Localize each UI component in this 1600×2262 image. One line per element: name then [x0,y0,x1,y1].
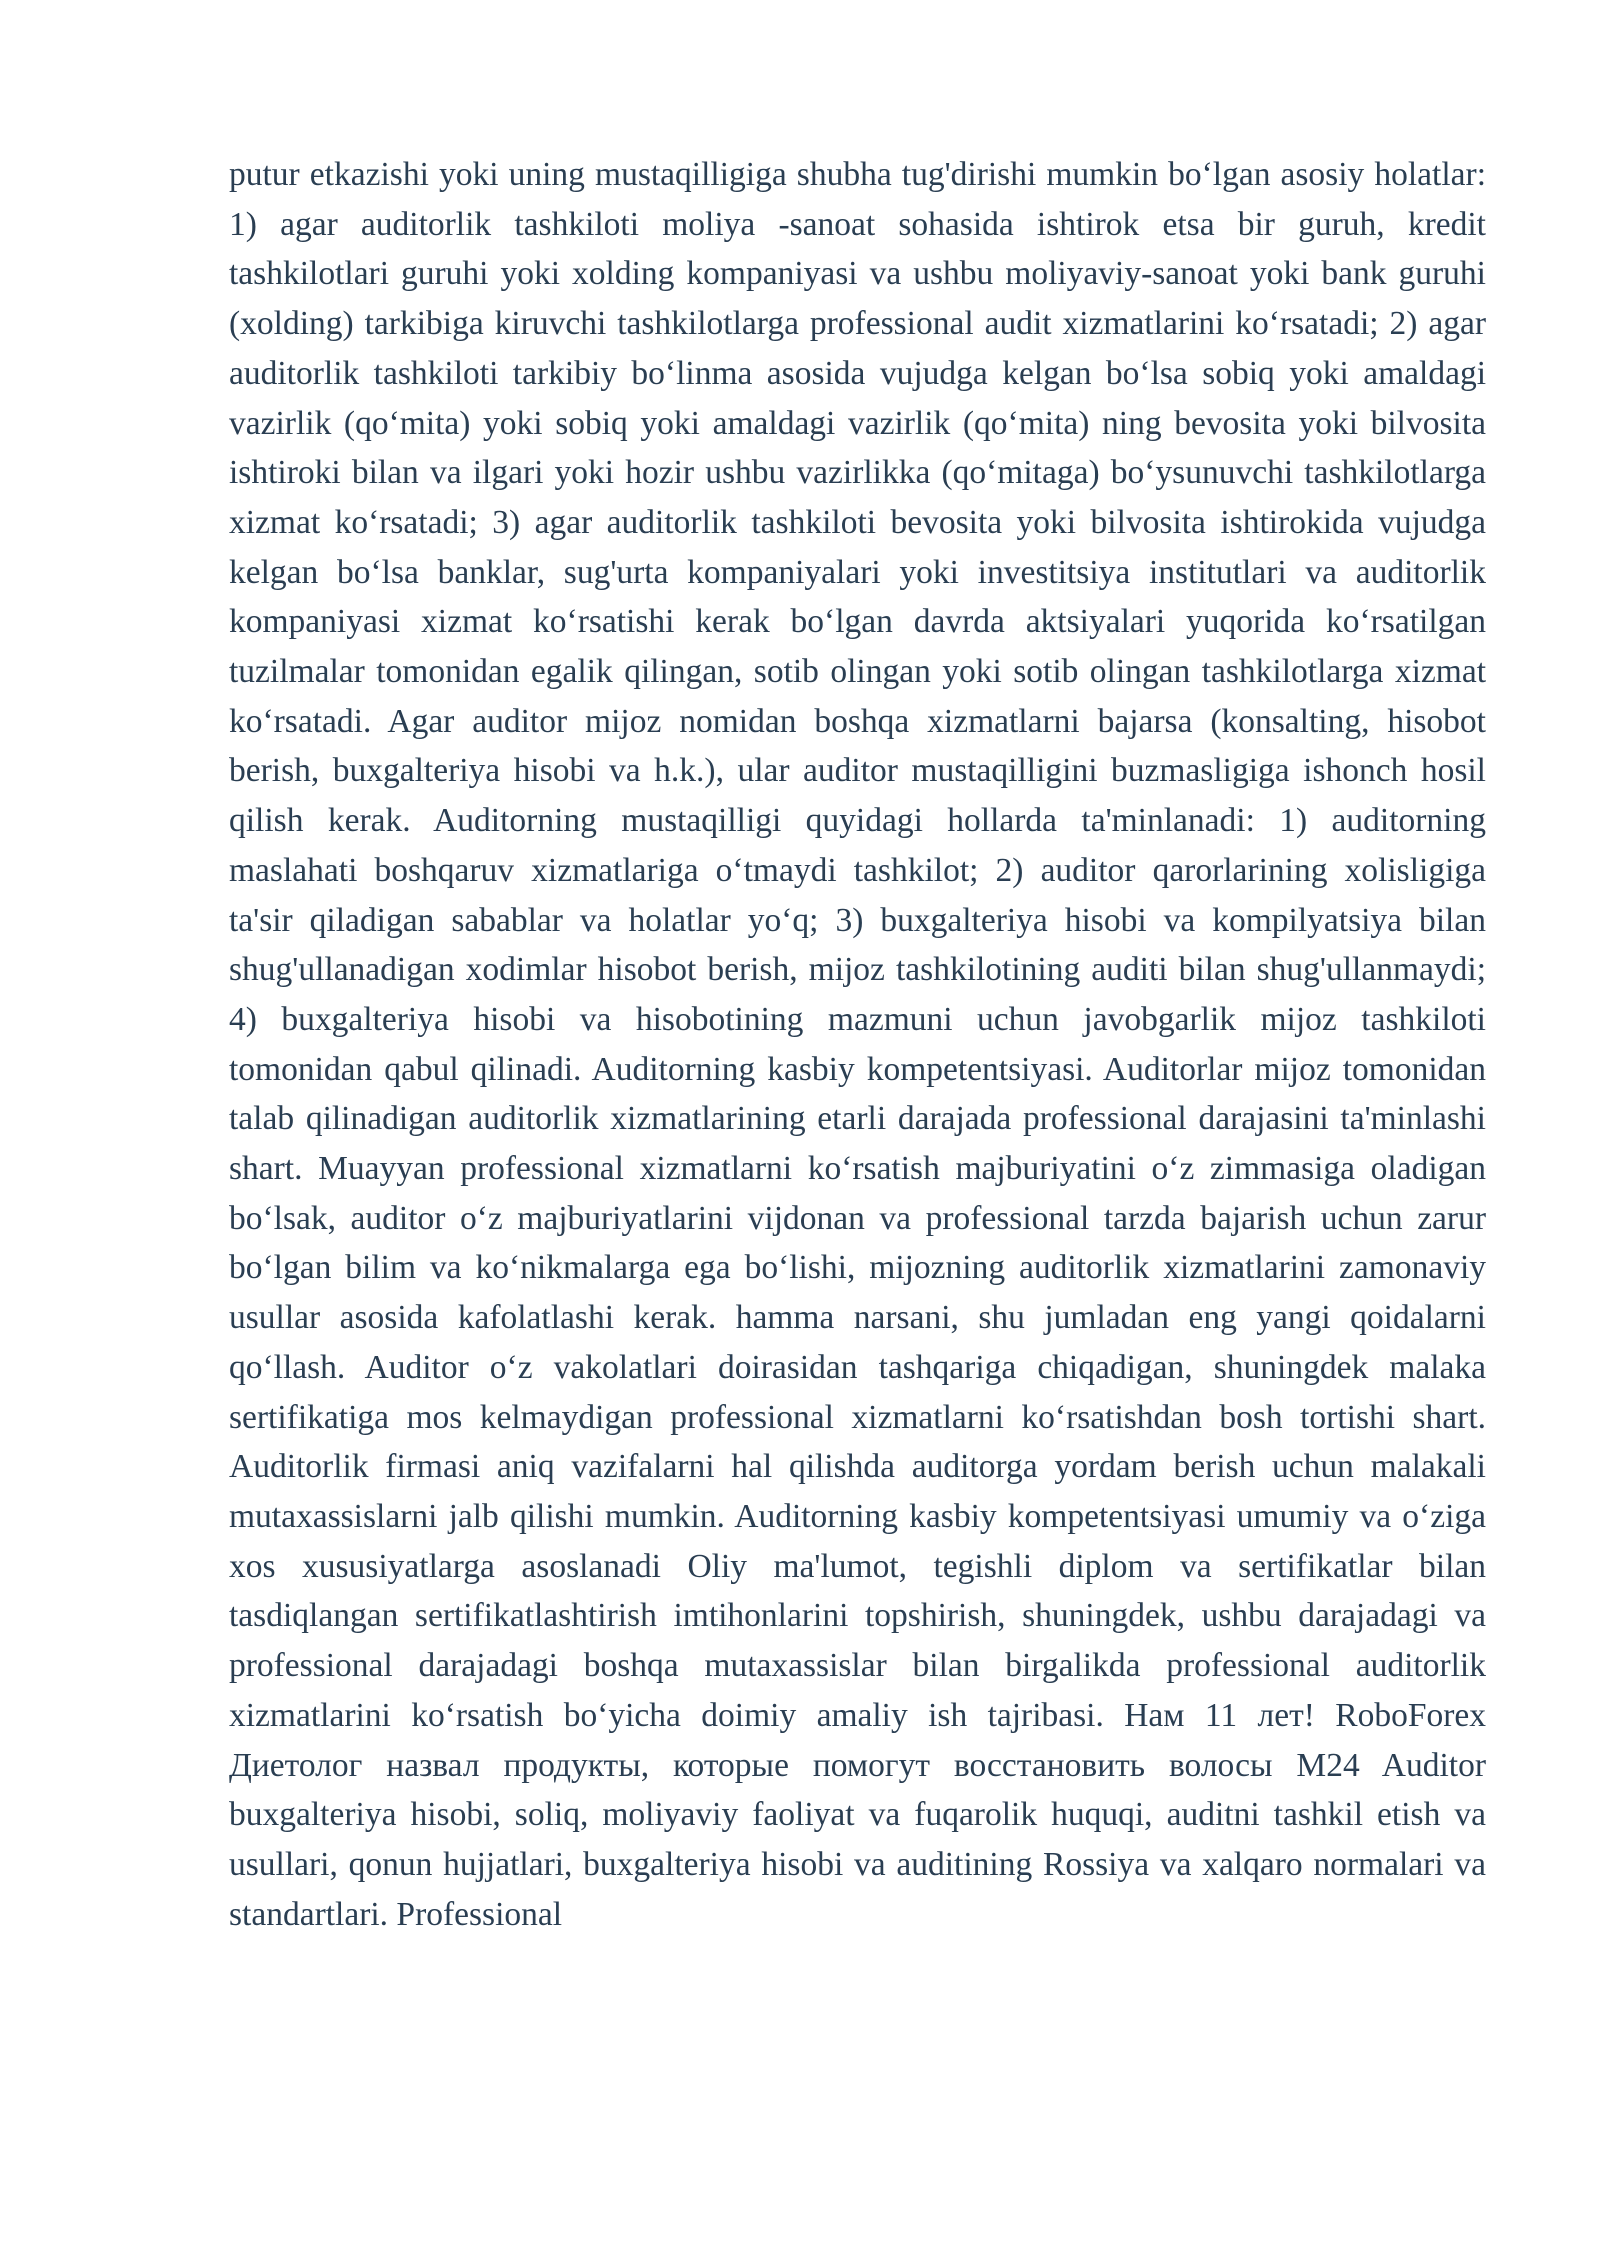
document-body [229,150,1486,1939]
body-paragraph: putur etkazishi yoki uning mustaqilligiga shubha tug'dirishi mumkin bo‘lgan asosiy holatlar: 1) agar auditorlik tashkiloti moliya -sanoat sohasida ishtirok etsa bir guruh, kredit tashkilotlari guruhi yoki xolding kompaniyasi va ushbu moliyaviy-sanoat yoki bank guruhi (xolding) tarkibiga kiruvchi tashkilotlarga professional audit xizmatlarini ko‘rsatadi; 2) agar auditorlik tashkiloti tarkibiy bo‘linma asosida vujudga kelgan bo‘lsa sobiq yoki amaldagi vazirlik (qo‘mita) yoki sobiq yoki amaldagi vazirlik (qo‘mita) ning bevosita yoki bilvosita ishtiroki bilan va ilgari yoki hozir ushbu vazirlikka (qo‘mitaga) bo‘ysunuvchi tashkilotlarga xizmat ko‘rsatadi; 3) agar auditorlik tashkiloti bevosita yoki bilvosita ishtirokida vujudga kelgan bo‘lsa banklar, sug'urta kompaniyalari yoki investitsiya institutlari va auditorlik kompaniyasi xizmat ko‘rsatishi kerak bo‘lgan davrda aktsiyalari yuqorida ko‘rsatilgan tuzilmalar tomonidan egalik qilingan, sotib olingan yoki sotib olingan tashkilotlarga xizmat ko‘rsatadi. Agar auditor mijoz nomidan boshqa xizmatlarni bajarsa (konsalting, hisobot berish, buxgalteriya hisobi va h.k.), ular auditor mustaqilligini buzmasligiga ishonch hosil qilish kerak. Auditorning mustaqilligi quyidagi hollarda ta'minlanadi: 1) auditorning maslahati boshqaruv xizmatlariga o‘tmaydi tashkilot; 2) auditor qarorlarining xolisligiga ta'sir qiladigan sabablar va holatlar yo‘q; 3) buxgalteriya hisobi va kompilyatsiya bilan shug'ullanadigan xodimlar hisobot berish, mijoz tashkilotining auditi bilan shug'ullanmaydi; 4) buxgalteriya hisobi va hisobotining mazmuni uchun javobgarlik mijoz tashkiloti tomonidan qabul qilinadi. Auditorning kasbiy kompetentsiyasi. Auditorlar mijoz tomonidan talab qilinadigan auditorlik xizmatlarining etarli darajada professional darajasini ta'minlashi shart. Muayyan professional xizmatlarni ko‘rsatish majburiyatini o‘z zimmasiga oladigan bo‘lsak, auditor o‘z majburiyatlarini vijdonan va professional tarzda bajarish uchun zarur bo‘lgan bilim va ko‘nikmalarga ega bo‘lishi, mijozning auditorlik xizmatlarini zamonaviy usullar asosida kafolatlashi kerak. hamma narsani, shu jumladan eng yangi qoidalarni qo‘llash. Auditor o‘z vakolatlari doirasidan tashqariga chiqadigan, shuningdek malaka sertifikatiga mos kelmaydigan professional xizmatlarni ko‘rsatishdan bosh tortishi shart. Auditorlik firmasi aniq vazifalarni hal qilishda auditorga yordam berish uchun malakali mutaxassislarni jalb qilishi mumkin. Auditorning kasbiy kompetentsiyasi umumiy va o‘ziga xos xususiyatlarga asoslanadi Oliy ma'lumot, tegishli diplom va sertifikatlar bilan tasdiqlangan sertifikatlashtirish imtihonlarini topshirish, shuningdek, ushbu darajadagi va professional darajadagi boshqa mutaxassislar bilan birgalikda professional auditorlik xizmatlarini ko‘rsatish bo‘yicha doimiy amaliy ish tajribasi. Нам 11 лет! RoboForex Диетолог назвал продукты, которые помогут восстановить волосы M24 Auditor buxgalteriya hisobi, soliq, moliyaviy faoliyat va fuqarolik huquqi, auditni tashkil etish va usullari, qonun hujjatlari, buxgalteriya hisobi va auditining Rossiya va xalqaro normalari va standartlari. Professional [229,156,1486,1933]
